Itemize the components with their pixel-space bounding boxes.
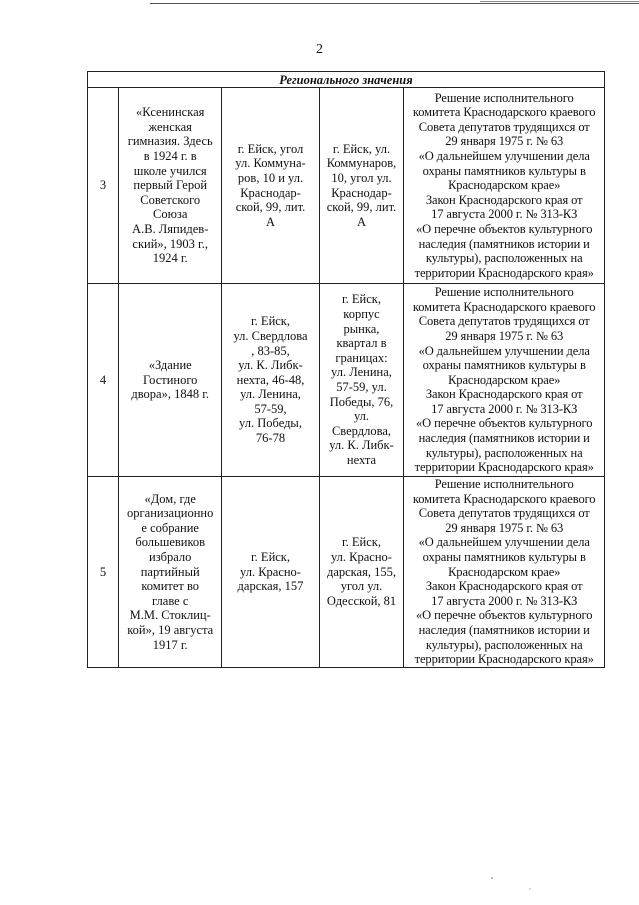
- cell-line: организационно: [127, 506, 214, 521]
- cell-line: охраны памятников культуры в: [422, 163, 586, 178]
- cell-line: комитета Краснодарского краевого: [412, 105, 596, 120]
- cell-line: «Дом, где: [144, 491, 196, 506]
- cell-line: 57-59, ул.: [336, 380, 387, 394]
- cell-line: комитета Краснодарского краевого: [412, 299, 596, 314]
- cell-line: ров, 10 и ул.: [237, 170, 304, 185]
- cell-line: охраны памятников культуры в: [422, 549, 586, 564]
- cell-line: 17 августа 2000 г. № 313-КЗ: [431, 401, 578, 416]
- speck: [491, 877, 493, 879]
- cell-line: «О дальнейшем улучшении дела: [418, 343, 590, 358]
- cell-line: ул. Свердлова: [233, 328, 308, 343]
- cell-line: 1924 г.: [152, 251, 188, 266]
- cell-line: школе учился: [133, 163, 207, 178]
- cell-line: Советского: [140, 192, 201, 207]
- page-number: 2: [316, 42, 323, 57]
- cell-line: «О дальнейшем улучшении дела: [418, 149, 590, 164]
- cell-line: г. Ейск, угол: [237, 141, 304, 156]
- cell-line: 10, угол ул.: [331, 170, 392, 185]
- cell-line: ской, 99, лит.: [235, 200, 306, 215]
- cell-line: нехта: [346, 452, 377, 467]
- cell-line: ул. Ленина,: [240, 387, 301, 402]
- cell-line: ул.: [353, 409, 370, 424]
- cell-line: «О перечне объектов культурного: [416, 221, 593, 236]
- cell-line: дарская, 155,: [326, 564, 396, 579]
- cell-line: нехта, 46-48,: [236, 372, 305, 387]
- cell-line: квартал в: [336, 336, 387, 351]
- cell-line: Решение исполнительного: [434, 477, 574, 491]
- cell-line: главе с: [152, 593, 189, 608]
- row-number: 3: [88, 88, 119, 284]
- cell-line: кой», 19 августа: [127, 622, 214, 637]
- cell-line: Закон Краснодарского края от: [425, 387, 583, 402]
- cell-line: А: [265, 214, 276, 229]
- cell-line: г. Ейск, ул.: [332, 141, 391, 156]
- cell-line: партийный: [140, 564, 200, 579]
- cell-line: «О дальнейшем улучшении дела: [418, 535, 590, 550]
- cell-line: Краснодар-: [240, 185, 301, 200]
- cell-line: 17 августа 2000 г. № 313-КЗ: [431, 207, 578, 222]
- cell-line: «О перечне объектов культурного: [416, 608, 593, 623]
- cell-line: Краснодарском крае»: [448, 564, 561, 579]
- cell-line: Совета депутатов трудящихся от: [418, 314, 590, 329]
- cell-line: М.М. Стоклиц-: [129, 608, 211, 623]
- cell-line: ул. Красно-: [330, 549, 392, 564]
- cell-line: Победы, 76,: [329, 394, 394, 409]
- cell-line: Решение исполнительного: [434, 90, 574, 105]
- cell-line: границах:: [335, 350, 388, 365]
- cell-line: 17 августа 2000 г. № 313-КЗ: [431, 593, 578, 608]
- cell-line: 57-59,: [254, 401, 287, 416]
- cell-line: г. Ейск,: [250, 314, 291, 329]
- cell-line: Свердлова,: [331, 423, 392, 438]
- cell-line: Одесской, 81: [326, 593, 397, 608]
- cell-line: Коммунаров,: [326, 156, 397, 171]
- cell-line: Краснодарском крае»: [448, 178, 561, 193]
- cell-line: ский», 1903 г.,: [132, 236, 208, 251]
- cell-line: ул. Коммуна-: [235, 156, 306, 171]
- cell-line: 29 января 1975 г. № 63: [445, 520, 564, 535]
- cell-line: охраны памятников культуры в: [422, 358, 586, 373]
- speck: [529, 888, 530, 889]
- cell-line: ул. К. Либк-: [238, 358, 303, 373]
- cell-line: первый Герой: [133, 178, 208, 193]
- cell-line: наследия (памятников истории и: [418, 431, 590, 446]
- cell-line: «Здание: [148, 358, 192, 373]
- row-number: 4: [88, 284, 119, 477]
- cell-line: ул. Победы,: [239, 416, 302, 431]
- cell-line: комитета Краснодарского краевого: [412, 491, 596, 506]
- cell-line: , 83-85,: [251, 343, 290, 358]
- cell-line: наследия (памятников истории и: [418, 622, 590, 637]
- cell-line: «Ксенинская: [136, 105, 205, 120]
- cell-line: культуры), расположенных на: [425, 445, 583, 460]
- cell-line: Краснодарском крае»: [448, 372, 561, 387]
- cell-line: А: [356, 214, 366, 229]
- cell-line: Совета депутатов трудящихся от: [418, 119, 590, 134]
- cell-line: территории Краснодарского края»: [414, 652, 594, 667]
- cell-line: в 1924 г. в: [143, 149, 197, 164]
- cell-line: 76-78: [255, 431, 286, 446]
- cell-line: 29 января 1975 г. № 63: [445, 328, 564, 343]
- cell-line: г. Ейск,: [250, 549, 291, 564]
- cell-line: г. Ейск,: [341, 535, 381, 550]
- cell-line: Краснодар-: [331, 185, 392, 200]
- cell-line: двора», 1848 г.: [131, 387, 210, 402]
- cell-line: Закон Краснодарского края от: [425, 579, 583, 594]
- cell-line: Закон Краснодарского края от: [425, 192, 583, 207]
- cell-line: территории Краснодарского края»: [414, 460, 594, 475]
- cell-line: «О перечне объектов культурного: [416, 416, 593, 431]
- cell-line: г. Ейск,: [341, 292, 381, 307]
- cell-line: е собрание: [141, 520, 199, 535]
- cell-line: культуры), расположенных на: [425, 637, 583, 652]
- section-title: Регионального значения: [88, 72, 605, 88]
- cell-line: комитет во: [141, 579, 200, 594]
- cell-line: Решение исполнительного: [434, 285, 574, 300]
- cell-line: Союза: [153, 207, 188, 222]
- cell-line: Совета депутатов трудящихся от: [418, 506, 590, 521]
- cell-line: 1917 г.: [152, 637, 188, 652]
- cell-line: 29 января 1975 г. № 63: [445, 134, 564, 149]
- cell-line: ул. К. Либк-: [329, 438, 394, 453]
- cell-line: дарская, 157: [237, 579, 304, 594]
- cell-line: большевиков: [135, 535, 206, 550]
- cell-line: ской, 99, лит.: [326, 200, 397, 215]
- cell-line: ул. Ленина,: [331, 365, 392, 380]
- cell-line: Гостиного: [143, 372, 198, 387]
- cell-line: культуры), расположенных на: [425, 251, 583, 266]
- cell-line: гимназия. Здесь: [127, 134, 213, 149]
- cell-line: наследия (памятников истории и: [418, 236, 590, 251]
- cell-line: рынка,: [343, 321, 380, 336]
- row-number: 5: [88, 477, 119, 668]
- cell-line: избрало: [149, 549, 192, 564]
- cell-line: женская: [148, 119, 192, 134]
- cell-line: корпус: [343, 307, 380, 322]
- cell-line: А.В. Ляпидев-: [132, 221, 209, 236]
- cell-line: территории Краснодарского края»: [414, 265, 594, 280]
- cell-line: ул. Красно-: [240, 564, 301, 579]
- cell-line: угол ул.: [340, 579, 383, 594]
